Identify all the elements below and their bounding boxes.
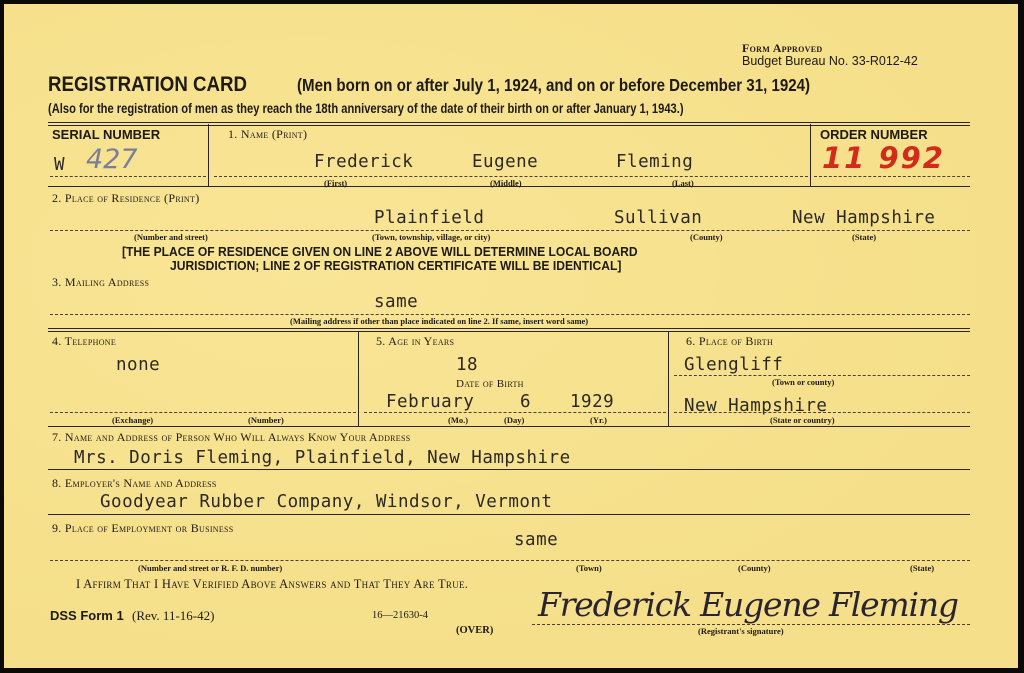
affirmation-text: I Affirm That I Have Verified Above Answers and That They Are True. <box>76 577 469 591</box>
employment-town-label: (Town) <box>576 563 602 573</box>
top-rule-2 <box>48 125 970 126</box>
divider <box>668 331 669 427</box>
serial-prefix: W <box>54 155 66 175</box>
form-id: DSS Form 1 <box>50 608 124 623</box>
order-number-value: 11 992 <box>822 141 945 175</box>
dotted-line <box>814 176 970 177</box>
name-label: 1. Name (Print) <box>228 127 308 141</box>
rule <box>48 469 970 470</box>
residence-county: Sullivan <box>614 208 703 228</box>
serial-number-label: SERIAL NUMBER <box>52 127 161 142</box>
budget-bureau-number: Budget Bureau No. 33-R012-42 <box>742 54 918 68</box>
first-name: Frederick <box>314 152 414 172</box>
last-name: Fleming <box>616 152 694 172</box>
year-label: (Yr.) <box>590 415 607 425</box>
card-title-note: (Men born on or after July 1, 1924, and on or before December 31, 1924) <box>297 75 811 95</box>
jurisdiction-notice-line2: JURISDICTION; LINE 2 OF REGISTRATION CERTIFICATE WILL BE IDENTICAL] <box>170 258 622 273</box>
signature-label: (Registrant's signature) <box>698 626 784 636</box>
jurisdiction-notice-line1: [THE PLACE OF RESIDENCE GIVEN ON LINE 2 ABOVE WILL DETERMINE LOCAL BOARD <box>122 244 638 259</box>
residence-label: 2. Place of Residence (Print) <box>52 191 200 205</box>
contact-value: Mrs. Doris Fleming, Plainfield, New Hampshire <box>74 448 571 468</box>
rule <box>48 328 970 329</box>
number-label: (Number) <box>248 415 284 425</box>
order-number-label: ORDER NUMBER <box>820 127 928 142</box>
contact-label: 7. Name and Address of Person Who Will Always Know Your Address <box>52 430 411 444</box>
birth-year: 1929 <box>570 392 615 412</box>
card-subtitle: (Also for the registration of men as they reach the 18th anniversary of the date of their birth on or after January 1, 1943.) <box>48 100 684 116</box>
divider <box>358 331 359 427</box>
state-label: (State) <box>852 232 877 242</box>
county-label: (County) <box>690 232 723 242</box>
month-label: (Mo.) <box>448 415 469 425</box>
employment-label: 9. Place of Employment or Business <box>52 521 234 535</box>
dotted-line <box>50 176 206 177</box>
first-label: (First) <box>324 178 348 188</box>
birth-town-label: (Town or county) <box>772 377 835 387</box>
dotted-line <box>674 412 970 413</box>
age-value: 18 <box>456 355 479 375</box>
residence-state: New Hampshire <box>792 208 936 228</box>
card-title: REGISTRATION CARD <box>48 73 248 96</box>
age-label: 5. Age in Years <box>376 334 455 348</box>
dotted-line <box>364 412 666 413</box>
top-rule <box>48 122 970 123</box>
employment-county-label: (County) <box>738 563 771 573</box>
rule <box>48 514 970 515</box>
employer-value: Goodyear Rubber Company, Windsor, Vermont <box>100 492 553 512</box>
mailing-address-note: (Mailing address if other than place indicated on line 2. If same, insert word same) <box>290 316 589 326</box>
dotted-line <box>50 230 970 231</box>
employment-state-label: (State) <box>910 563 935 573</box>
middle-label: (Middle) <box>490 178 522 188</box>
middle-name: Eugene <box>472 152 539 172</box>
birth-day: 6 <box>520 392 532 412</box>
day-label: (Day) <box>504 415 525 425</box>
dotted-line <box>50 314 970 315</box>
birth-town: Glengliff <box>684 355 784 375</box>
street-label: (Number and street) <box>134 232 208 242</box>
mailing-address-label: 3. Mailing Address <box>52 275 150 289</box>
form-approved-label: Form Approved <box>742 41 823 55</box>
over-label: (OVER) <box>456 625 494 636</box>
birth-month: February <box>386 392 475 412</box>
employer-label: 8. Employer's Name and Address <box>52 476 217 490</box>
rule <box>48 331 970 332</box>
serial-number-value: 427 <box>86 144 138 175</box>
telephone-value: none <box>116 355 161 375</box>
divider <box>810 124 811 187</box>
place-of-birth-label: 6. Place of Birth <box>686 334 774 348</box>
town-label: (Town, township, village, or city) <box>372 232 491 242</box>
mailing-address-value: same <box>374 292 419 312</box>
dotted-line <box>674 375 970 376</box>
dotted-line <box>50 560 970 561</box>
print-code: 16—21630-4 <box>372 610 428 621</box>
date-of-birth-label: Date of Birth <box>456 378 524 390</box>
registrant-signature: Frederick Eugene Fleming <box>538 585 958 624</box>
dotted-line <box>532 624 970 625</box>
registration-card <box>4 4 1018 668</box>
residence-town: Plainfield <box>374 208 485 228</box>
exchange-label: (Exchange) <box>112 415 154 425</box>
birth-state-label: (State or country) <box>770 415 835 425</box>
employment-street-label: (Number and street or R. F. D. number) <box>138 563 283 573</box>
dotted-line <box>50 412 356 413</box>
birth-state: New Hampshire <box>684 396 828 416</box>
dotted-line <box>214 176 808 177</box>
form-revision: (Rev. 11-16-42) <box>132 608 215 623</box>
telephone-label: 4. Telephone <box>52 334 117 348</box>
last-label: (Last) <box>672 178 694 188</box>
divider <box>208 124 209 187</box>
employment-value: same <box>514 530 559 550</box>
rule <box>48 426 970 427</box>
